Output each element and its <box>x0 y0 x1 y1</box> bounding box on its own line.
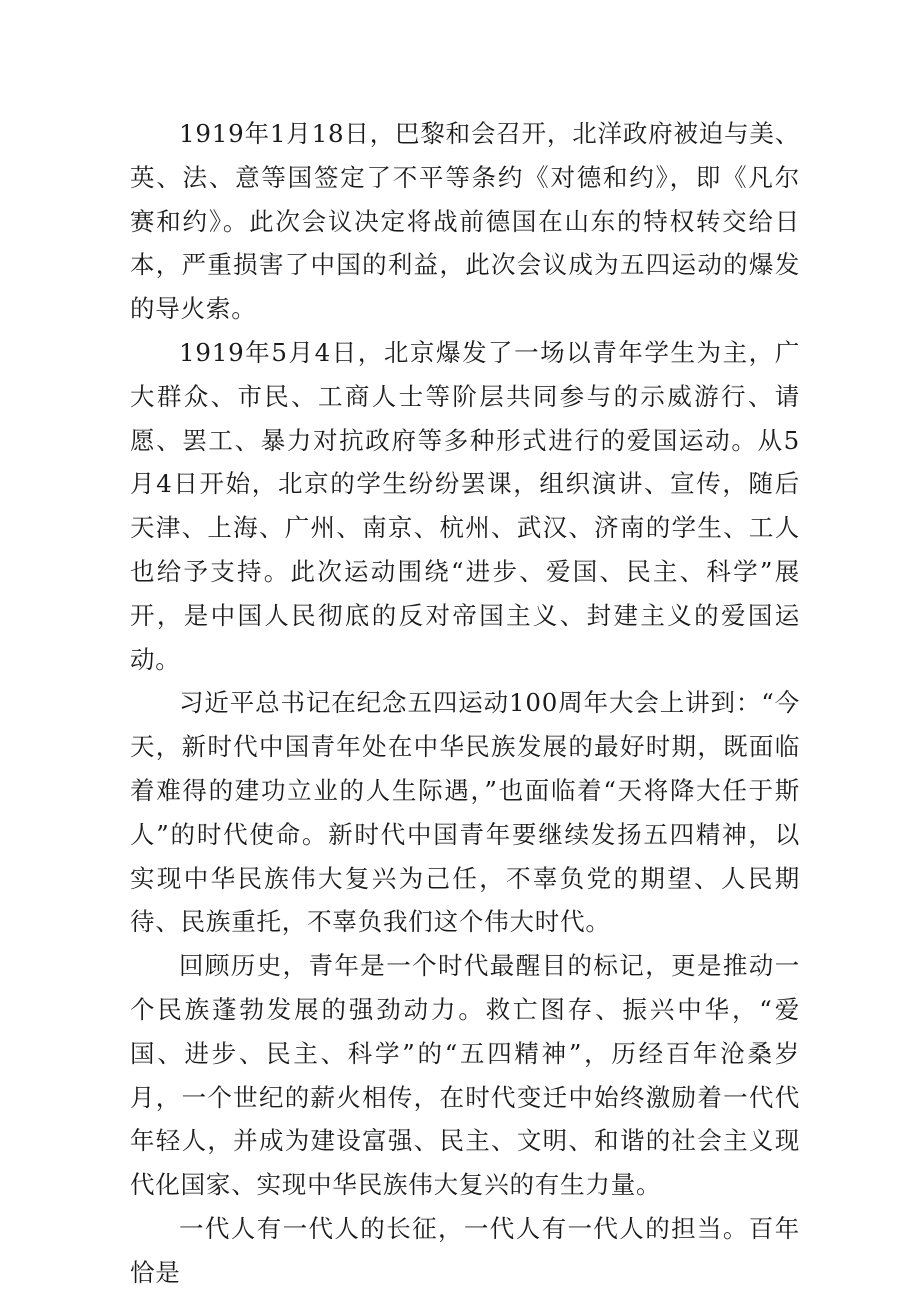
paragraph-paris-peace-conference: 1919年1月18日，巴黎和会召开，北洋政府被迫与美、英、法、意等国签定了不平等条约《对德和约》，即《凡尔赛和约》。此次会议决定将战前德国在山东的特权转交给日本，严重损害了中国的利益，此次会议成为五四运动的爆发的导火索。 <box>130 119 800 324</box>
paragraph-generation-mission: 一代人有一代人的长征，一代人有一代人的担当。百年恰是 <box>130 1213 800 1287</box>
paragraph-centenary-speech: 习近平总书记在纪念五四运动100周年大会上讲到：“今天，新时代中国青年处在中华民族发展的最好时期，既面临着难得的建功立业的人生际遇，”也面临着“天将降大任于斯人”的时代使命。新时代中国青年要继续发扬五四精神，以实现中华民族伟大复兴为己任，不辜负党的期望、人民期待、民族重托，不辜负我们这个伟大时代。 <box>130 688 800 937</box>
paragraph-may-fourth-movement: 1919年5月4日，北京爆发了一场以青年学生为主，广大群众、市民、工商人士等阶层共同参与的示威游行、请愿、罢工、暴力对抗政府等多种形式进行的爱国运动。从5月4日开始，北京的学生纷纷罢课，组织演讲、宣传，随后天津、上海、广州、南京、杭州、武汉、济南的学生、工人也给予支持。此次运动围绕“进步、爱国、民主、科学”展开，是中国人民彻底的反对帝国主义、封建主义的爱国运动。 <box>130 337 800 674</box>
paragraph-history-review: 回顾历史，青年是一个时代最醒目的标记，更是推动一个民族蓬勃发展的强劲动力。救亡图存、振兴中华，“爱国、进步、民主、科学”的“五四精神”，历经百年沧桑岁月，一个世纪的薪火相传，在时代变迁中始终激励着一代代年轻人，并成为建设富强、民主、文明、和谐的社会主义现代化国家、实现中华民族伟大复兴的有生力量。 <box>130 951 800 1200</box>
document-body <box>130 112 800 1295</box>
